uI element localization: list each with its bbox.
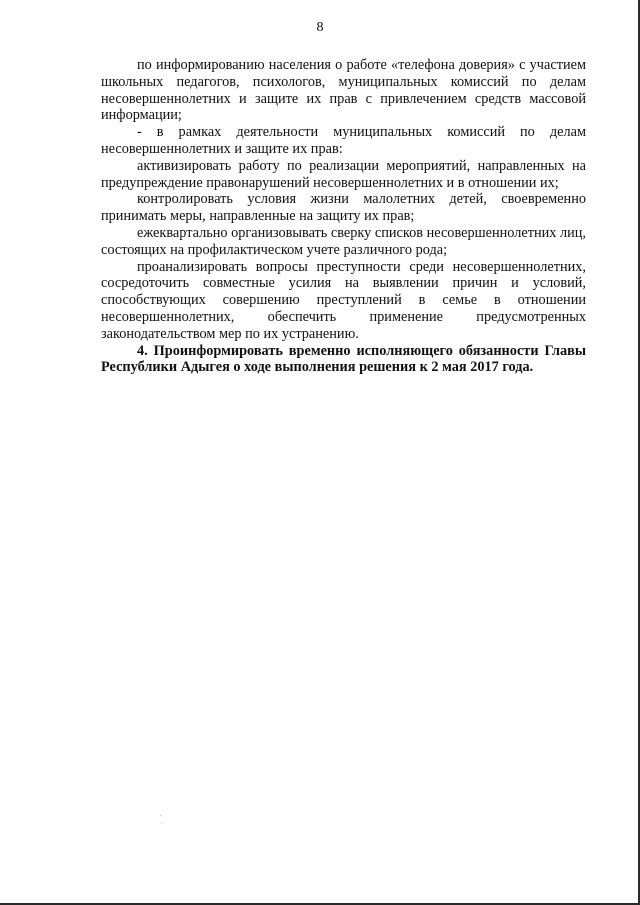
paragraph-reporting-deadline: 4. Проинформировать временно исполняющего обязанности Главы Республики Адыгея о ходе выполнения решения к 2 мая 2017 года. [101,342,586,376]
scan-speck [161,822,162,823]
paragraph-commissions-intro: - в рамках деятельности муниципальных комиссий по делам несовершеннолетних и защите их прав: [101,124,586,157]
scan-speck [160,815,161,816]
paragraph-prevention-activities: активизировать работу по реализации мероприятий, направленных на предупреждение правонарушений несовершеннолетних и в отношении их; [101,157,586,191]
paragraph-quarterly-reconciliation: ежеквартально организовывать сверку списков несовершеннолетних лиц, состоящих на профилактическом учете различного рода; [101,224,586,258]
paragraph-hotline-information: по информированию населения о работе «телефона доверия» с участием школьных педагогов, психологов, муниципальных комиссий по делам несовершеннолетних и защите их прав с привлечением средств массовой информации; [101,57,586,124]
paragraph-child-living-conditions: контролировать условия жизни малолетних детей, своевременно принимать меры, направленные на защиту их прав; [101,191,586,225]
paragraph-crime-analysis: проанализировать вопросы преступности среди несовершеннолетних, сосредоточить совместные усилия на выявлении причин и условий, способствующих совершению преступлений в семье в отношении несовершеннолетних, обеспечить применение предусмотренных законодательством мер по их устранению. [101,258,586,342]
page-number: 8 [316,20,324,35]
document-body [101,57,586,376]
